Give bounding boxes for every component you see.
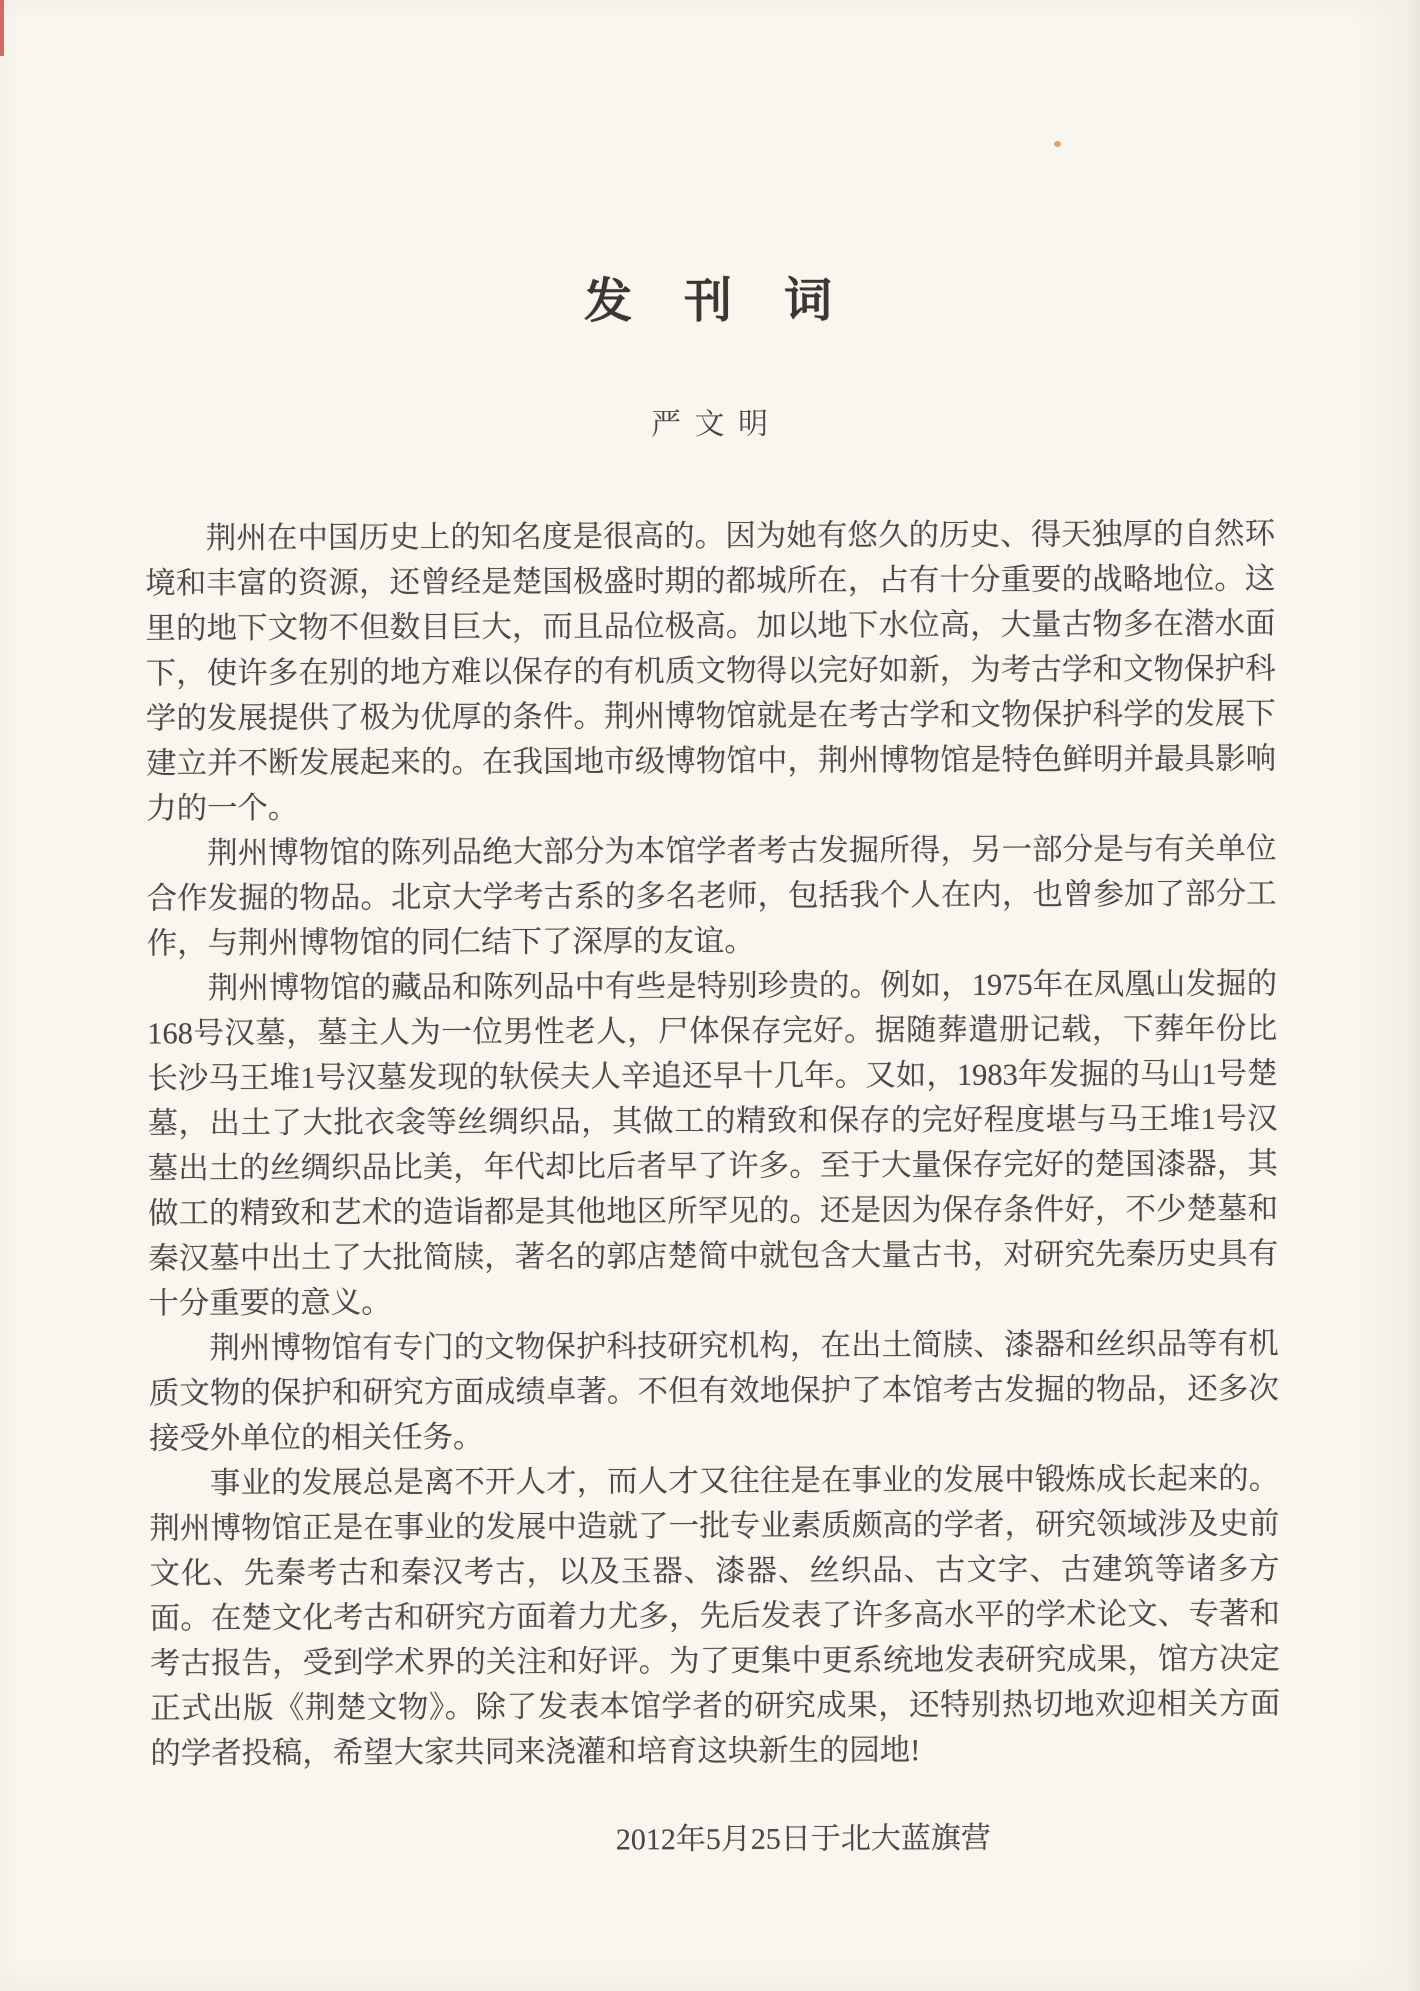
page-content <box>143 0 1281 1864</box>
body-paragraph-4: 荆州博物馆有专门的文物保护科技研究机构，在出土简牍、漆器和丝织品等有机质文物的保护和研究方面成绩卓著。不但有效地保护了本馆考古发掘的物品，还多次接受外单位的相关任务。 <box>148 1326 1279 1456</box>
dateline: 2012年5月25日于北大蓝旗营 <box>615 1821 991 1857</box>
body-paragraph-3: 荆州博物馆的藏品和陈列品中有些是特别珍贵的。例如，1975年在凤凰山发掘的168号汉墓，墓主人为一位男性老人，尸体保存完好。据随葬遣册记载，下葬年份比长沙马王堆1号汉墓发现的轪侯夫人辛追还早十几年。又如，1983年发掘的马山1号楚墓，出土了大批衣衾等丝绸织品，其做工的精致和保存的完好程度堪与马王堆1号汉墓出土的丝绸织品比美，年代却比后者早了许多。至于大量保存完好的楚国漆器，其做工的精致和艺术的造诣都是其他地区所罕见的。还是因为保存条件好，不少楚墓和秦汉墓中出土了大批简牍，著名的郭店楚简中就包含大量古书，对研究先秦历史具有十分重要的意义。 <box>147 966 1279 1321</box>
author-name: 严文明 <box>651 407 782 442</box>
foreword-body <box>145 512 1280 1777</box>
scan-edge-mark <box>0 0 4 56</box>
body-paragraph-2: 荆州博物馆的陈列品绝大部分为本馆学者考古发掘所得，另一部分是与有关单位合作发掘的物品。北京大学考古系的多名老师，包括我个人在内，也曾参加了部分工作，与荆州博物馆的同仁结下了深厚的友谊。 <box>146 831 1277 961</box>
page-title: 发 刊 词 <box>583 274 835 329</box>
body-paragraph-1: 荆州在中国历史上的知名度是很高的。因为她有悠久的历史、得天独厚的自然环境和丰富的资源，还曾经是楚国极盛时期的都城所在，占有十分重要的战略地位。这里的地下文物不但数目巨大，而且品位极高。加以地下水位高，大量古物多在潜水面下，使许多在别的地方难以保存的有机质文物得以完好如新，为考古学和文物保护科学的发展提供了极为优厚的条件。荆州博物馆就是在考古学和文物保护科学的发展下建立并不断发展起来的。在我国地市级博物馆中，荆州博物馆是特色鲜明并最具影响力的一个。 <box>145 516 1277 826</box>
body-paragraph-5: 事业的发展总是离不开人才，而人才又往往是在事业的发展中锻炼成长起来的。荆州博物馆正是在事业的发展中造就了一批专业素质颇高的学者，研究领域涉及史前文化、先秦考古和秦汉考古，以及玉器、漆器、丝织品、古文字、古建筑等诸多方面。在楚文化考古和研究方面着力尤多，先后发表了许多高水平的学术论文、专著和考古报告，受到学术界的关注和好评。为了更集中更系统地发表研究成果，馆方决定正式出版《荆楚文物》。除了发表本馆学者的研究成果，还特别热切地欢迎相关方面的学者投稿，希望大家共同来浇灌和培育这块新生的园地! <box>149 1461 1281 1771</box>
